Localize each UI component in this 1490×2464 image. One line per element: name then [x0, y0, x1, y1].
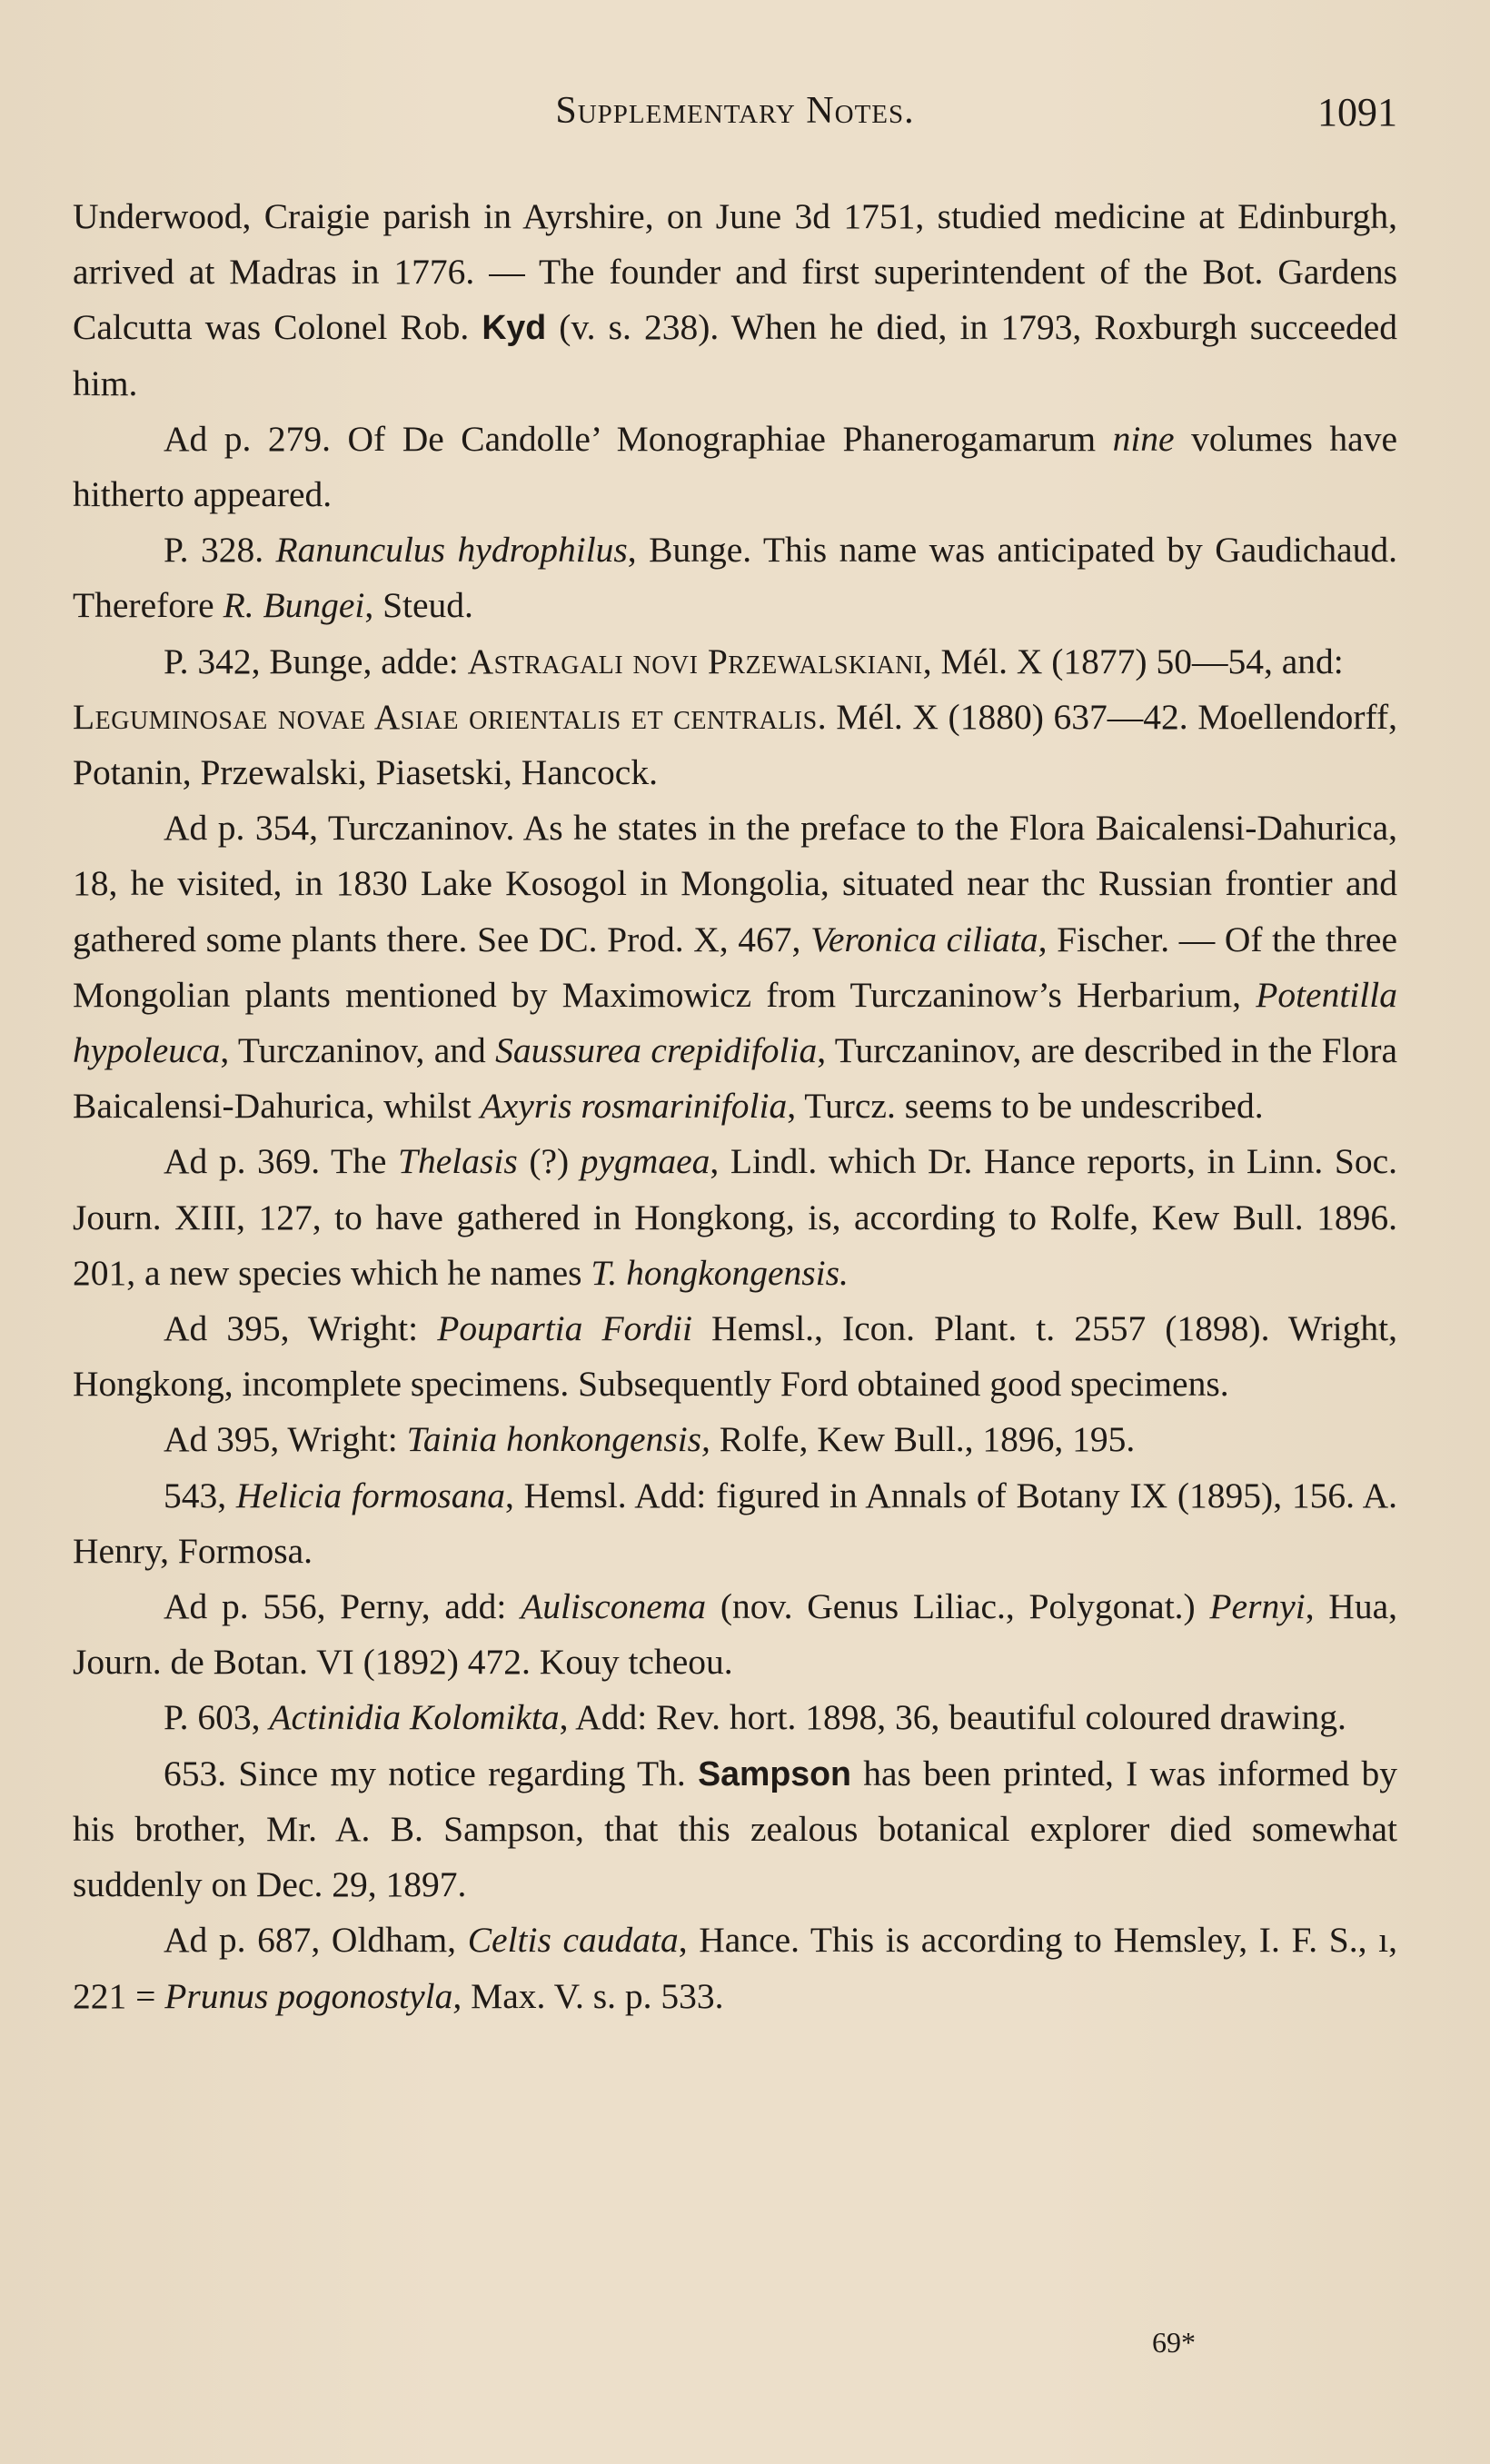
text-run: . Mél. X (1880) 637—42. Moellendorff, Potanin, Przewalski, Piasetski, Hancock. — [73, 696, 1398, 793]
paragraph — [73, 634, 1397, 690]
text-run: P. 328. — [164, 530, 276, 571]
paragraph — [73, 412, 1397, 522]
italic-text: Ranunculus hydrophilus — [275, 530, 628, 571]
text-run: Ad p. 354, Turczaninov. As he states in the preface to the Flora Baicalensi-Dahurica, 18, he visited, in 1830 Lake Kosogol in Mongolia, situated near thc Russian frontier and gathered some plants there. See DC. Prod. X, 467, — [73, 808, 1397, 959]
text-run: Ad p. 279. Of De Candolle’ Monographiae Phanerogamarum — [164, 418, 1113, 459]
italic-text: Saussurea crepidifolia — [495, 1030, 818, 1071]
text-run: Ad 395, Wright: — [164, 1308, 438, 1349]
paragraph — [73, 1301, 1397, 1412]
text-run: Ad p. 369. The — [164, 1141, 399, 1182]
paragraph — [73, 690, 1397, 800]
signature-mark: 69* — [1152, 2326, 1196, 2359]
italic-text: Actinidia Kolomikta — [269, 1697, 560, 1738]
italic-text: Aulisconema — [521, 1586, 707, 1627]
small-caps-title: Astragali novi Przewalskiani — [467, 641, 923, 681]
paragraph — [73, 1913, 1397, 2023]
text-run: 543, — [164, 1475, 236, 1515]
italic-text: Potentilla hypoleuca — [73, 974, 1397, 1071]
text-run: , Hance. This is according to Hemsley, I. F. S., ı, 221 = — [73, 1920, 1397, 2016]
italic-text: T. hongkongensis. — [591, 1252, 849, 1293]
text-run: , Hemsl. Add: figured in Annals of Botany IX (1895), 156. A. Henry, Formosa. — [73, 1475, 1398, 1571]
text-run: Ad p. 556, Perny, add: — [164, 1586, 522, 1627]
text-run: has been printed, I was informed by his brother, Mr. A. B. Sampson, that this zealous botanical explorer died somewhat suddenly on Dec. 29, 1897. — [73, 1753, 1397, 1905]
italic-text: R. Bungei — [223, 585, 365, 626]
paragraph — [73, 189, 1397, 412]
text-run: Rolfe, Kew Bull., 1896, 195. — [710, 1419, 1136, 1460]
paragraph — [73, 522, 1397, 633]
paragraph — [73, 1468, 1397, 1579]
text-run: (?) — [517, 1141, 581, 1182]
text-run: , Mél. X (1877) 50—54, and: — [922, 641, 1344, 681]
text-run: Underwood, Craigie parish in Ayrshire, on June 3d 1751, studied medicine at Edinburgh, arrived at Madras in 1776. — The founder and first superintendent of the Bot. Gardens Calcutta was Colonel Rob. — [73, 196, 1397, 348]
text-run: Max. V. s. p. 533. — [462, 1975, 724, 2016]
italic-text: nine — [1112, 418, 1175, 459]
bold-name: Kyd — [482, 308, 547, 347]
text-run: P. 603, — [164, 1697, 270, 1738]
text-run: , Add: Rev. hort. 1898, 36, beautiful coloured drawing. — [559, 1697, 1346, 1738]
paragraph — [73, 1134, 1397, 1301]
italic-text: Thelasis — [398, 1141, 518, 1182]
paragraph — [73, 1579, 1397, 1690]
running-title: Supplementary Notes. — [555, 90, 915, 132]
italic-text: Helicia formosana — [235, 1475, 505, 1515]
italic-text: Poupartia Fordii — [437, 1308, 692, 1349]
italic-text: Veronica ciliata, — [810, 919, 1048, 959]
small-caps-title: Leguminosae novae Asiae orientalis et centralis — [73, 696, 818, 737]
text-run: (v. s. 238). When he died, in 1793, Roxburgh succeeded him. — [73, 307, 1398, 403]
text-run: , Turcz. seems to be undescribed. — [787, 1086, 1264, 1127]
text-run: Fischer. — Of the three Mongolian plants mentioned by Maximowicz from Turczaninow’s Herbarium, — [73, 919, 1397, 1015]
text-run: volumes have hitherto appeared. — [73, 418, 1397, 515]
text-run: , Turczaninov, and — [220, 1030, 496, 1071]
text-run: , Bunge. This name was anticipated by Gaudichaud. Therefore — [73, 530, 1397, 626]
text-run: 653. Since my notice regarding Th. — [164, 1753, 699, 1793]
text-run: , Lindl. which Dr. Hance reports, in Linn. Soc. Journ. XIII, 127, to have gathered in Hongkong, is, according to Rolfe, Kew Bull. 1896. 201, a new species which he names — [73, 1141, 1397, 1293]
paragraph — [73, 1690, 1397, 1745]
italic-text: Celtis caudata — [467, 1920, 679, 1961]
paragraph — [73, 1412, 1397, 1467]
paragraph — [73, 800, 1397, 1134]
text-run: Ad p. 687, Oldham, — [164, 1920, 468, 1961]
text-run: , Hua, Journ. de Botan. VI (1892) 472. Kouy tcheou. — [73, 1586, 1397, 1683]
italic-text: pygmaea — [580, 1141, 710, 1182]
text-run: , Steud. — [364, 585, 473, 626]
page-number: 1091 — [1317, 90, 1397, 134]
running-head — [73, 89, 1397, 153]
italic-text: Pernyi — [1209, 1586, 1306, 1627]
body-text — [73, 189, 1397, 2024]
italic-text: Prunus pogonostyla, — [164, 1975, 462, 2016]
text-run: Ad 395, Wright: — [164, 1419, 407, 1460]
italic-text: Axyris rosmarinifolia — [480, 1086, 788, 1127]
bold-name: Sampson — [698, 1754, 851, 1793]
text-run: Hemsl., Icon. Plant. t. 2557 (1898). Wright, Hongkong, incomplete specimens. Subsequently Ford obtained good specimens. — [73, 1308, 1398, 1405]
paragraph — [73, 1746, 1397, 1913]
text-run: (nov. Genus Liliac., Polygonat.) — [706, 1586, 1210, 1627]
text-run: , Turczaninov, are described in the Flora Baicalensi-Dahurica, whilst — [73, 1030, 1398, 1127]
text-run: P. 342, Bunge, adde: — [164, 641, 468, 681]
italic-text: Tainia honkongensis, — [406, 1419, 710, 1460]
